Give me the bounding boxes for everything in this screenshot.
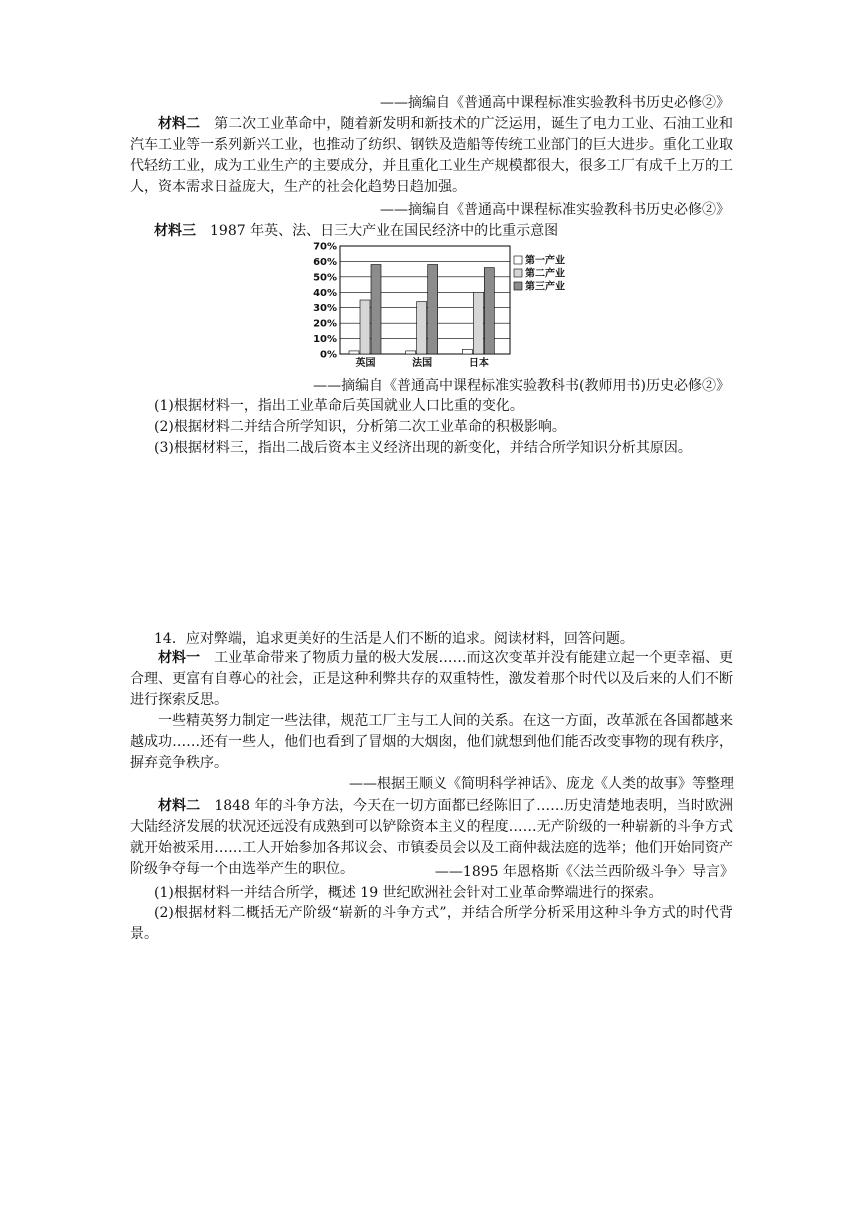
bar <box>371 265 381 354</box>
legend-swatch <box>514 256 522 264</box>
material3-heading <box>154 222 558 240</box>
y-tick-label: 0% <box>320 349 337 361</box>
q14-material2-text: 1848 年的斗争方法，今天在一切方面都已经陈旧了……历史清楚地表明，当时欧洲大陆经济发展的状况还远没有成熟到可以铲除资本主义的程度……无产阶级的一种崭新的斗争方式就开始被采用……工人开始参加各邦议会、市镇委员会以及工商仲裁法庭的选举；他们开始同资产阶级争夺每一个由选举产生的职位。 <box>130 798 734 877</box>
legend-label: 第二产业 <box>525 268 565 280</box>
y-tick-label: 70% <box>313 241 337 253</box>
q13-question-1: (1)根据材料一，指出工业革命后英国就业人口比重的变化。 <box>154 398 524 414</box>
bar <box>417 302 427 354</box>
material3-caption: 1987 年英、法、日三大产业在国民经济中的比重示意图 <box>210 223 559 239</box>
source-line-top: ——摘编自《普通高中课程标准实验教科书历史必修②》 <box>380 95 730 111</box>
q14-material1-text: 工业革命带来了物质力量的极大发展……而这次变革并没有能建立起一个更幸福、更合理、更富有自尊心的社会，正是这种利弊共存的双重特性，激发着那个时代以及后来的人们不断进行探索反思。 <box>130 650 734 708</box>
legend-swatch <box>514 269 522 277</box>
q14-question-2: (2)根据材料二概括无产阶级“崭新的斗争方式”，并结合所学分析采用这种斗争方式的时代背景。 <box>130 905 733 942</box>
x-tick-label: 英国 <box>355 358 376 369</box>
y-tick-label: 20% <box>313 318 337 330</box>
legend-label: 第三产业 <box>525 281 565 293</box>
q13-question-2: (2)根据材料二并结合所学知识，分析第二次工业革命的积极影响。 <box>154 419 566 435</box>
q14-material1-source: ——根据王顺义《简明科学神话》、庞龙《人类的故事》等整理 <box>349 776 734 792</box>
material2-source: ——摘编自《普通高中课程标准实验教科书历史必修②》 <box>380 202 730 218</box>
bar <box>406 351 416 354</box>
q14-stem: 14．应对弊端，追求更美好的生活是人们不断的追求。阅读材料，回答问题。 <box>154 631 634 647</box>
bar <box>349 351 359 354</box>
bar <box>484 268 494 354</box>
q14-material1-p2: 一些精英努力制定一些法律，规范工厂主与工人间的关系。在这一方面，改革派在各国都越来越成功……还有一些人，他们也看到了冒烟的大烟囱，他们就想到他们能否改变事物的现有秩序，摒弃竞争秩序。 <box>130 713 733 771</box>
q14-question-1: (1)根据材料一并结合所学，概述 19 世纪欧洲社会针对工业革命弊端进行的探索。 <box>154 885 663 901</box>
x-tick-label: 法国 <box>412 358 433 369</box>
bar <box>360 300 370 354</box>
legend-label: 第一产业 <box>525 255 565 267</box>
y-tick-label: 50% <box>313 272 337 284</box>
q14-material1-p1 <box>130 648 733 711</box>
material2-label: 材料二 <box>158 116 201 132</box>
y-tick-label: 30% <box>313 303 337 315</box>
material2-text: 第二次工业革命中，随着新发明和新技术的广泛运用，诞生了电力工业、石油工业和汽车工业等一系列新兴工业，也推动了纺织、钢铁及造船等传统工业部门的巨大进步。重化工业取代轻纺工业，成为工业生产的主要成分，并且重化工业生产规模都很大，很多工厂有成千上万的工人，资本需求日益庞大，生产的社会化趋势日趋加强。 <box>130 116 734 195</box>
y-tick-label: 40% <box>313 287 337 299</box>
x-tick-label: 日本 <box>468 358 489 369</box>
q13-question-3: (3)根据材料三，指出二战后资本主义经济出现的新变化，并结合所学知识分析其原因。 <box>154 440 692 456</box>
legend-swatch <box>514 282 522 290</box>
material3-label: 材料三 <box>154 223 196 239</box>
industry-share-bar-chart <box>296 240 586 372</box>
bar <box>473 292 483 354</box>
q14-material2-source: ——1895 年恩格斯《〈法兰西阶级斗争〉导言》 <box>434 864 734 880</box>
q14-material1-label: 材料一 <box>158 650 201 666</box>
bar <box>462 349 472 354</box>
y-tick-label: 60% <box>313 256 337 268</box>
q14-material2-label: 材料二 <box>158 798 201 814</box>
material3-source: ——摘编自《普通高中课程标准实验教科书(教师用书)历史必修②》 <box>313 378 730 394</box>
y-tick-label: 10% <box>313 334 337 346</box>
material2-paragraph <box>130 114 733 198</box>
bar <box>428 265 438 354</box>
